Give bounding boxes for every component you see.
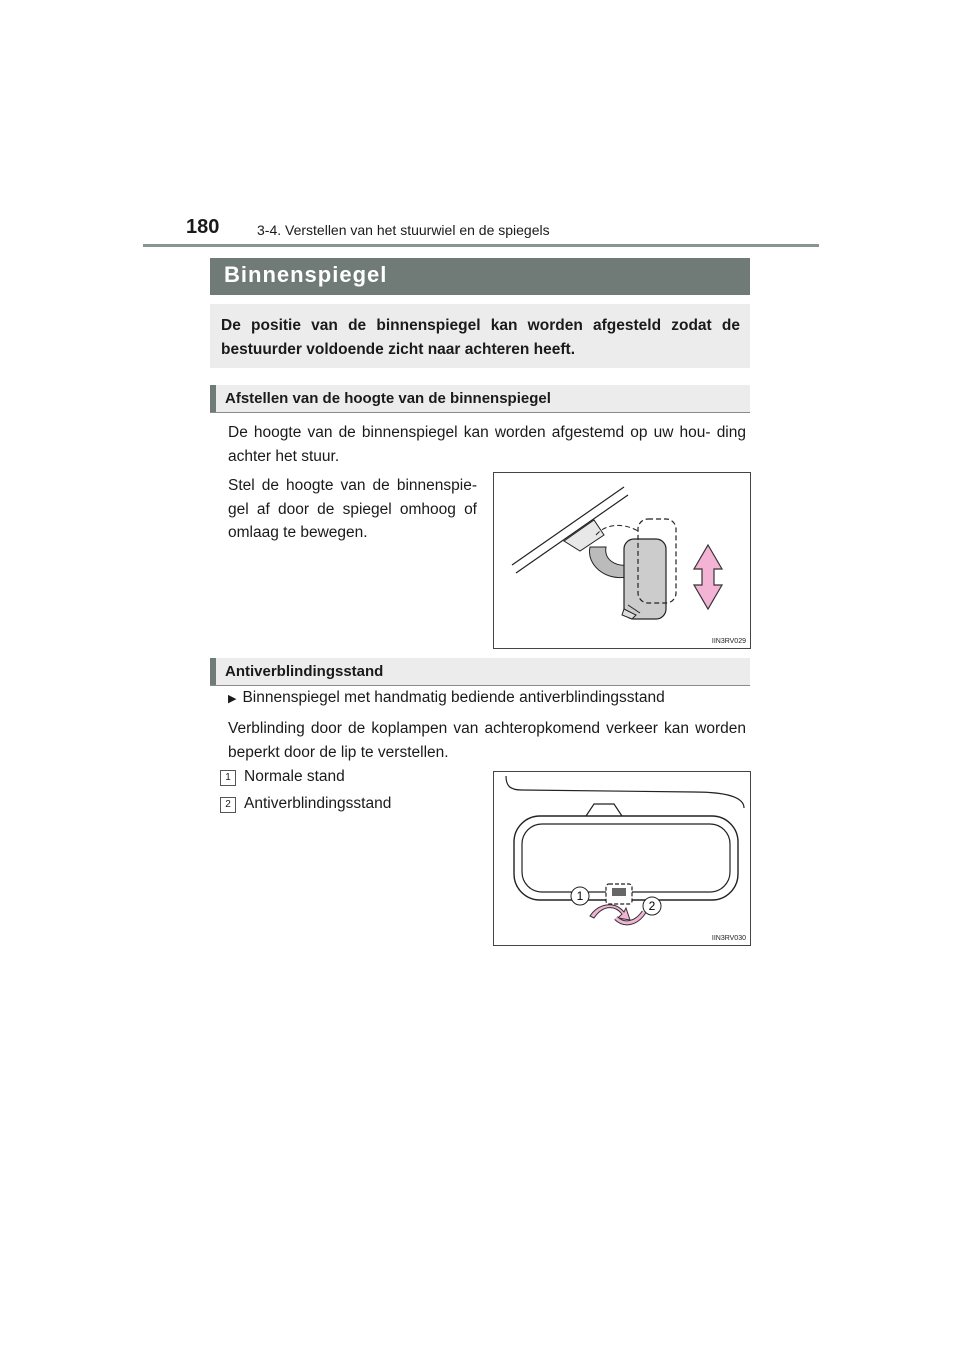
height-paragraph: De hoogte van de binnenspiegel kan worden afgestemd op uw hou- ding achter het stuur.	[228, 424, 746, 465]
item-label: Normale stand	[244, 768, 345, 785]
figure-code: IIN3RV029	[711, 638, 746, 645]
bullet-line	[228, 689, 665, 707]
antiglare-paragraph: Verblinding door de koplampen van achteropkomend verkeer kan worden beperkt door de lip te verstellen.	[228, 720, 746, 761]
subheading-height-label: Afstellen van de hoogte van de binnenspiegel	[225, 390, 551, 407]
section-title: Binnenspiegel	[224, 262, 388, 287]
section-title-bar	[210, 258, 750, 295]
up-down-arrow	[694, 545, 722, 609]
intro-text: De positie van de binnenspiegel kan worden afgesteld zodat de bestuurder voldoende zicht naar achteren heeft.	[221, 317, 740, 358]
mirror-height-figure	[493, 472, 751, 649]
mirror-height-illustration	[494, 473, 750, 648]
page-number: 180	[186, 216, 220, 238]
list-item	[220, 795, 391, 813]
subheading-antiglare	[210, 658, 750, 686]
antiglare-figure	[493, 771, 751, 946]
height-instruction: Stel de hoogte van de binnenspie- gel af door de spiegel omhoog of omlaag te bewegen.	[228, 477, 477, 541]
triangle-bullet-icon: ▶	[228, 693, 237, 705]
bullet-text: Binnenspiegel met handmatig bediende antiverblindingsstand	[242, 689, 665, 706]
chapter-title: 3-4. Verstellen van het stuurwiel en de spiegels	[257, 222, 550, 238]
list-item	[220, 768, 345, 786]
item-number: 1	[220, 770, 236, 786]
subheading-antiglare-label: Antiverblindingsstand	[225, 663, 384, 680]
callout-2: 2	[648, 899, 656, 913]
item-label: Antiverblindingsstand	[244, 795, 392, 812]
intro-box	[210, 304, 750, 368]
header-divider	[143, 244, 819, 247]
callout-1: 1	[576, 889, 584, 903]
subheading-height	[210, 385, 750, 413]
figure-code: IIN3RV030	[711, 935, 746, 942]
item-number: 2	[220, 797, 236, 813]
antiglare-illustration	[494, 772, 750, 945]
